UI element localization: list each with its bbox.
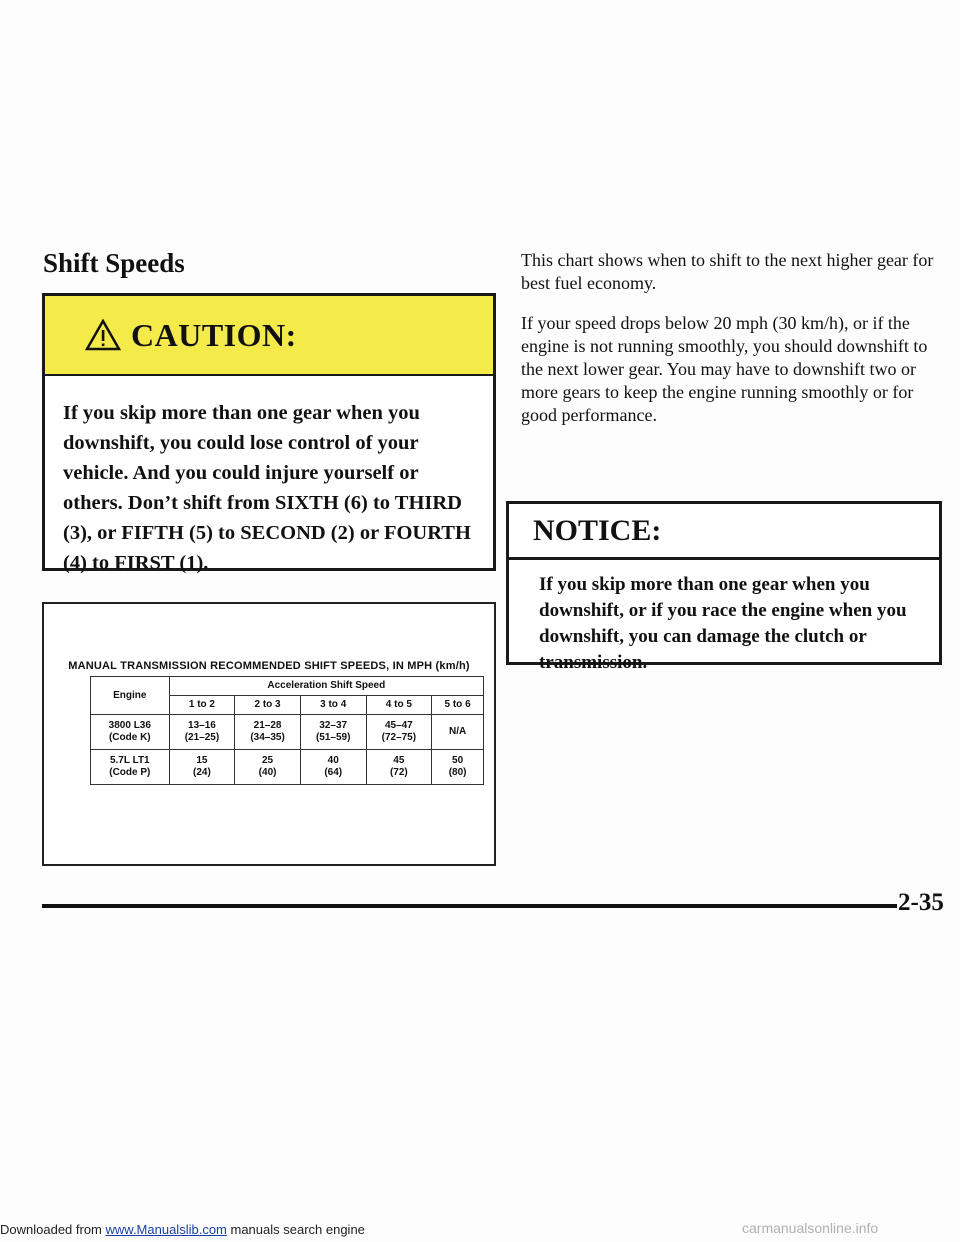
intro-paragraph: This chart shows when to shift to the next higher gear for best fuel economy. (521, 250, 934, 293)
speed-cell: 15 (24) (169, 750, 235, 785)
shift-speed-table (90, 676, 484, 785)
section-title: Shift Speeds (43, 248, 185, 278)
speed-cell: 25 (40) (235, 750, 301, 785)
notice-box (506, 501, 942, 673)
speed-cell: 45 (72) (366, 750, 432, 785)
table-row (91, 715, 484, 750)
table-row (91, 750, 484, 785)
engine-cell: 3800 L36 (Code K) (91, 715, 170, 750)
engine-header: Engine (91, 677, 170, 715)
speed-cell: N/A (432, 715, 484, 750)
page-number: 2-35 (898, 889, 944, 916)
shift-speed-figure (42, 602, 496, 866)
engine-cell: 5.7L LT1 (Code P) (91, 750, 170, 785)
speed-cell: 32–37 (51–59) (300, 715, 366, 750)
download-banner (0, 1222, 720, 1237)
speed-cell: 21–28 (34–35) (235, 715, 301, 750)
footer-rule (42, 904, 897, 908)
figure-title: MANUAL TRANSMISSION RECOMMENDED SHIFT SPEEDS, IN MPH (km/h) (68, 660, 470, 672)
banner-suffix: manuals search engine (226, 1222, 365, 1237)
banner-prefix: Downloaded from (0, 1222, 106, 1237)
warning-triangle-icon (85, 319, 121, 351)
downshift-paragraph: If your speed drops below 20 mph (30 km/h), or if the engine is not running smoothly, you should downshift to the next lower gear. You may have to downshift two or more gears to keep the engine running smoothly or for good performance. (521, 313, 928, 425)
col-header: 3 to 4 (300, 696, 366, 715)
col-header: 4 to 5 (366, 696, 432, 715)
col-header: 5 to 6 (432, 696, 484, 715)
caution-header (45, 296, 493, 376)
acceleration-header: Acceleration Shift Speed (169, 677, 483, 696)
speed-cell: 45–47 (72–75) (366, 715, 432, 750)
manualslib-link[interactable]: www.Manualslib.com (105, 1222, 227, 1237)
speed-cell: 50 (80) (432, 750, 484, 785)
notice-title: NOTICE: (509, 504, 939, 560)
watermark: carmanualsonline.info (742, 1220, 879, 1236)
col-header: 2 to 3 (235, 696, 301, 715)
col-header: 1 to 2 (169, 696, 235, 715)
notice-text: If you skip more than one gear when you downshift, or if you race the engine when you downshift, you can damage the clutch or transmission. (539, 574, 907, 673)
caution-box (42, 293, 496, 574)
speed-cell: 40 (64) (300, 750, 366, 785)
speed-cell: 13–16 (21–25) (169, 715, 235, 750)
caution-text: If you skip more than one gear when you downshift, you could lose control of your vehicle. And you could injure yourself or others. Don’t shift from SIXTH (6) to THIRD (3), or FIFTH (5) to SECOND (2) or FOURTH (4) to FIRST (1). (63, 402, 471, 574)
caution-title: CAUTION: (131, 316, 297, 353)
